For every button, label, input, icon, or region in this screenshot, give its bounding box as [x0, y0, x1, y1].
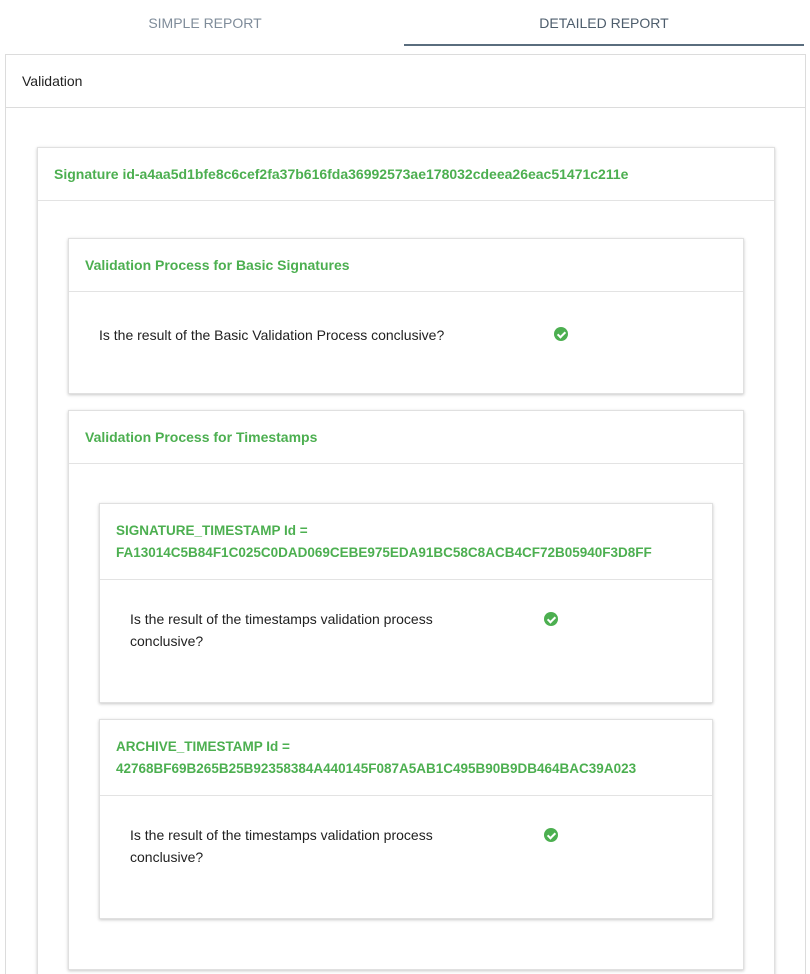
archive-timestamp-title: [100, 720, 712, 796]
timestamp-type-label: SIGNATURE_TIMESTAMP Id =: [116, 523, 308, 538]
report-tabs: [0, 0, 810, 48]
basic-validation-title: Validation Process for Basic Signatures: [69, 239, 743, 292]
archive-timestamp-card: [99, 719, 713, 919]
timestamp-validation-question: Is the result of the timestamps validation process conclusive?: [130, 611, 433, 649]
tab-detailed-report[interactable]: DETAILED REPORT: [539, 15, 669, 31]
timestamps-validation-card: [68, 410, 744, 970]
basic-validation-check: [69, 292, 743, 343]
tab-simple-report[interactable]: SIMPLE REPORT: [148, 15, 262, 31]
timestamp-validation-check: [100, 796, 712, 865]
validation-panel: [5, 54, 806, 974]
signature-title: Signature id-a4aa5d1bfe8c6cef2fa37b616fda36992573ae178032cdeea26eac51471c211e: [38, 148, 774, 201]
check-circle-icon: [544, 828, 558, 842]
timestamp-id: FA13014C5B84F1C025C0DAD069CEBE975EDA91BC58C8ACB4CF72B05940F3D8FF: [116, 545, 652, 560]
validation-title: Validation: [6, 55, 805, 108]
timestamps-validation-title: Validation Process for Timestamps: [69, 411, 743, 464]
check-circle-icon: [544, 612, 558, 626]
timestamp-id: 42768BF69B265B25B92358384A440145F087A5AB1C495B90B9DB464BAC39A023: [116, 761, 637, 776]
signature-card: [37, 147, 775, 974]
timestamp-validation-question: Is the result of the timestamps validation process conclusive?: [130, 827, 433, 865]
active-tab-indicator: [404, 44, 804, 46]
signature-timestamp-title: [100, 504, 712, 580]
timestamp-validation-check: [100, 580, 712, 649]
basic-validation-question: Is the result of the Basic Validation Process conclusive?: [99, 327, 445, 343]
signature-timestamp-card: [99, 503, 713, 703]
timestamp-type-label: ARCHIVE_TIMESTAMP Id =: [116, 739, 290, 754]
basic-validation-card: [68, 238, 744, 394]
check-circle-icon: [554, 327, 568, 341]
